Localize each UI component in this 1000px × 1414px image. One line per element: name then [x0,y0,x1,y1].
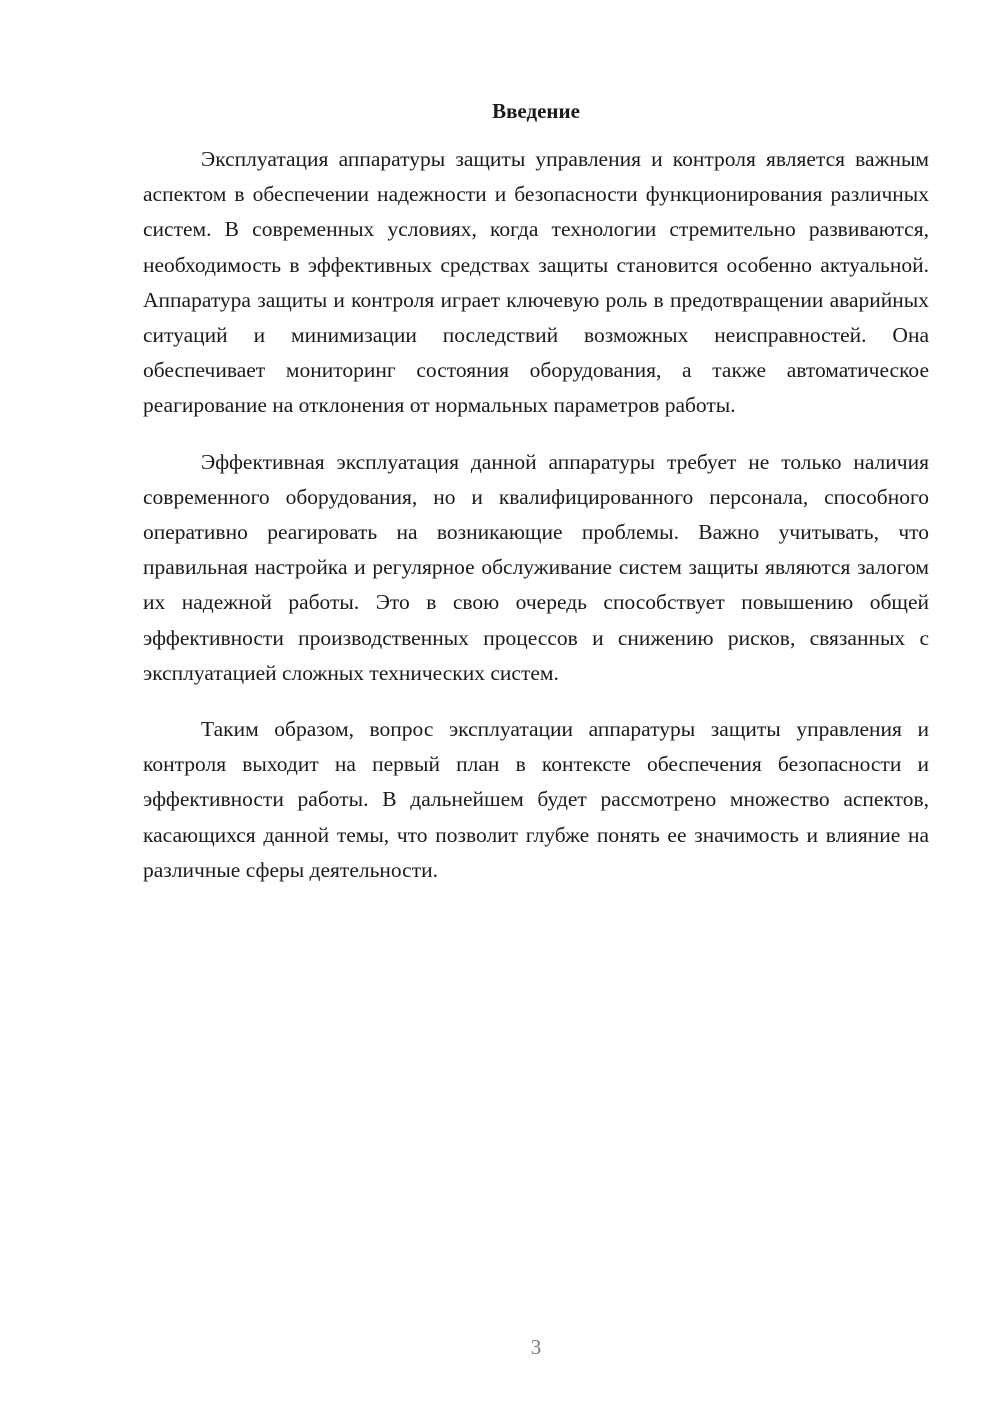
body-text [143,142,929,909]
section-heading: Введение [492,99,580,123]
paragraph-3: Таким образом, вопрос эксплуатации аппаратуры защиты управления и контроля выходит на первый план в контексте обеспечения безопасности и эффективности работы. В дальнейшем будет рассмотрено множество аспектов, касающихся данной темы, что позволит глубже понять ее значимость и влияние на различные сферы деятельности. [143,717,929,882]
paragraph-2: Эффективная эксплуатация данной аппаратуры требует не только наличия современного оборудования, но и квалифицированного персонала, способного оперативно реагировать на возникающие проблемы. Важно учитывать, что правильная настройка и регулярное обслуживание систем защиты являются залогом их надежной работы. Это в свою очередь способствует повышению общей эффективности производственных процессов и снижению рисков, связанных с эксплуатацией сложных технических систем. [143,449,929,685]
page-number: 3 [530,1335,542,1359]
paragraph-1: Эксплуатация аппаратуры защиты управления и контроля является важным аспектом в обеспечении надежности и безопасности функционирования различных систем. В современных условиях, когда технологии стремительно развиваются, необходимость в эффективных средствах защиты становится особенно актуальной. Аппаратура защиты и контроля играет ключевую роль в предотвращении аварийных ситуаций и минимизации последствий возможных неисправностей. Она обеспечивает мониторинг состояния оборудования, а также автоматическое реагирование на отклонения от нормальных параметров работы. [143,147,929,418]
